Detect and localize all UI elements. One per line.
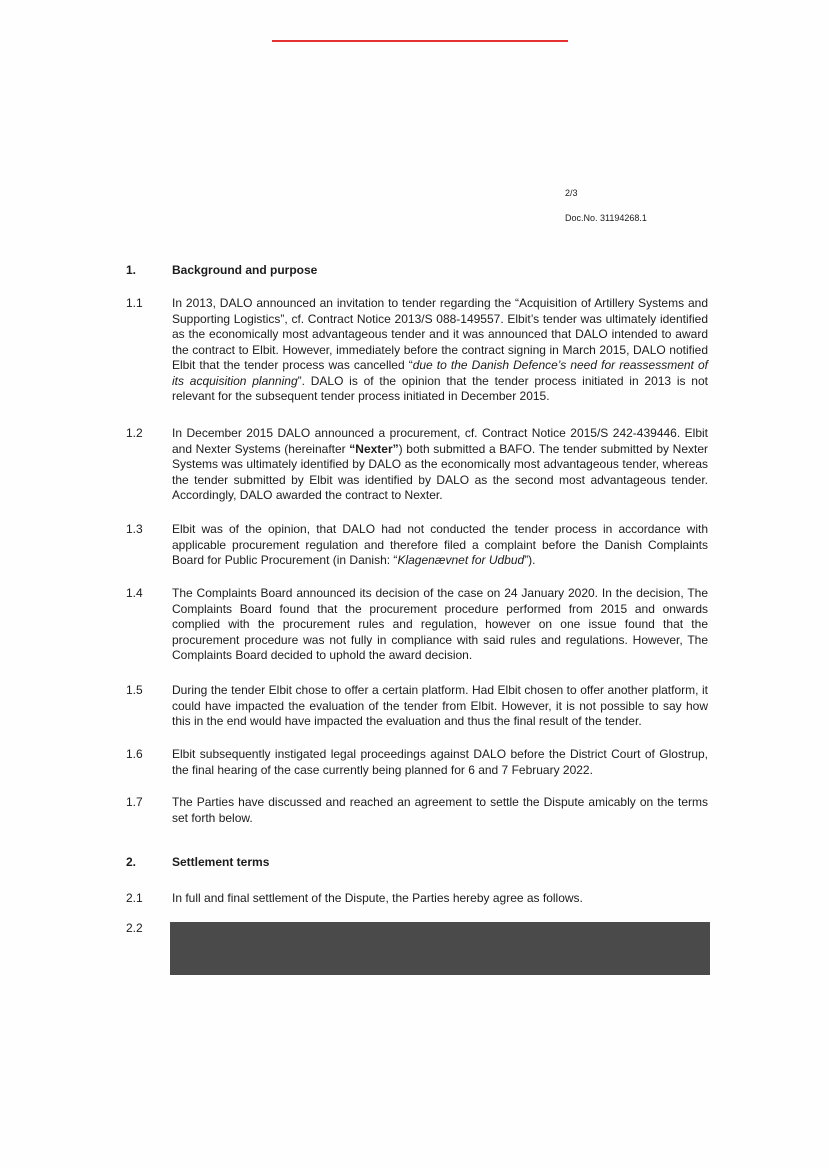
clause-text: The Complaints Board announced its decision of the case on 24 January 2020. In the decision, The Complaints Board found that the procurement procedure performed from 2015 and onwards complied with the procurement rules and regulation, however on one issue found that the procurement procedure was not fully in compliance with said rules and regulations. However, The Complaints Board decided to uphold the award decision.	[172, 586, 708, 662]
clause-number: 1.4	[126, 586, 143, 600]
clause-1-3	[126, 522, 708, 569]
section-title: Background and purpose	[172, 263, 318, 277]
clause-1-5	[126, 683, 708, 730]
clause-number: 1.3	[126, 522, 143, 536]
clause-1-7	[126, 795, 708, 826]
clause-text: In full and final settlement of the Dispute, the Parties hereby agree as follows.	[172, 891, 583, 905]
clause-number: 1.6	[126, 747, 143, 761]
clause-number: 1.1	[126, 296, 143, 310]
clause-2-1	[126, 891, 708, 907]
redaction-block	[170, 922, 710, 975]
clause-text: The Parties have discussed and reached an agreement to settle the Dispute amicably on the terms set forth below.	[172, 795, 708, 825]
clause-text: Elbit was of the opinion, that DALO had not conducted the tender process in accordance with applicable procurement regulation and therefore filed a complaint before the Danish Complaints Board for Public Procurement (in Danish: “Klagenævnet for Udbud”).	[172, 522, 708, 567]
page-number: 2/3	[565, 188, 578, 198]
clause-2-2-number: 2.2	[126, 921, 143, 935]
clause-number: 1.7	[126, 795, 143, 809]
section-number: 2.	[126, 855, 137, 869]
clause-text: During the tender Elbit chose to offer a certain platform. Had Elbit chosen to offer another platform, it could have impacted the evaluation of the tender from Elbit. However, it is not possible to say how this in the end would have impacted the evaluation and thus the final result of the tender.	[172, 683, 708, 728]
clause-number: 1.5	[126, 683, 143, 697]
section-number: 1.	[126, 263, 137, 277]
clause-1-1	[126, 296, 708, 405]
clause-number: 2.1	[126, 891, 143, 905]
clause-text: In 2013, DALO announced an invitation to tender regarding the “Acquisition of Artillery Systems and Supporting Logistics”, cf. Contract Notice 2013/S 088-149557. Elbit’s tender was ultimately identified as the economically most advantageous tender and it was announced that DALO intended to award the contract to Elbit. However, immediately before the contract signing in March 2015, DALO notified Elbit that the tender process was cancelled “due to the Danish Defence’s need for reassessment of its acquisition planning”. DALO is of the opinion that the tender process initiated in 2013 is not relevant for the subsequent tender process initiated in December 2015.	[172, 296, 708, 403]
section-title: Settlement terms	[172, 855, 270, 869]
clause-number: 1.2	[126, 426, 143, 440]
document-number: Doc.No. 31194268.1	[565, 213, 647, 223]
clause-text: Elbit subsequently instigated legal proceedings against DALO before the District Court of Glostrup, the final hearing of the case currently being planned for 6 and 7 February 2022.	[172, 747, 708, 777]
clause-1-2	[126, 426, 708, 504]
header-rule	[272, 40, 568, 42]
clause-text: In December 2015 DALO announced a procurement, cf. Contract Notice 2015/S 242-439446. Elbit and Nexter Systems (hereinafter “Nexter”) both submitted a BAFO. The tender submitted by Nexter Systems was ultimately identified by DALO as the economically most advantageous tender, whereas the tender submitted by Elbit was identified by DALO as the second most advantageous tender. Accordingly, DALO awarded the contract to Nexter.	[172, 426, 708, 502]
clause-1-6	[126, 747, 708, 778]
clause-1-4	[126, 586, 708, 664]
